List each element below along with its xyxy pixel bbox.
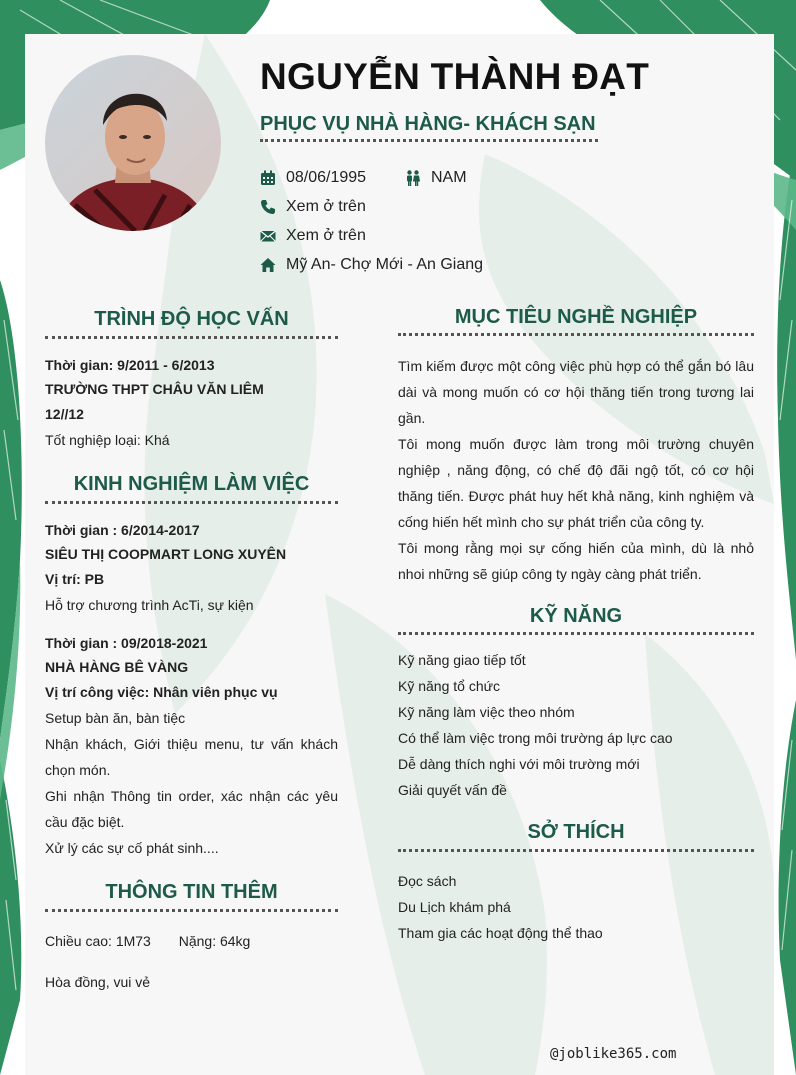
skill-item: Kỹ năng làm việc theo nhóm <box>398 704 575 720</box>
dob-row <box>260 169 366 187</box>
avatar <box>45 55 221 231</box>
hobby-item: Đọc sách <box>398 873 457 889</box>
height-value: Chiều cao: 1M73 <box>45 933 151 949</box>
people-icon <box>405 170 421 186</box>
personality-value: Hòa đồng, vui vẻ <box>45 974 151 990</box>
phone-value: Xem ở trên <box>286 198 366 215</box>
education-time: Thời gian: 9/2011 - 6/2013 <box>45 357 215 373</box>
skill-item: Có thể làm việc trong môi trường áp lực cao <box>398 730 673 746</box>
email-value: Xem ở trên <box>286 227 366 244</box>
email-row <box>260 227 366 245</box>
job-duty: Xử lý các sự cố phát sinh.... <box>45 840 219 856</box>
objective-paragraph: Tìm kiếm được một công việc phù hợp có thể gắn bó lâu dài và mong muốn có cơ hội thăng tiến trong tương lai gần. <box>398 358 754 426</box>
job-company: SIÊU THỊ COOPMART LONG XUYÊN <box>45 546 287 562</box>
avatar-portrait <box>45 55 221 231</box>
skill-item: Dễ dàng thích nghi với môi trường mới <box>398 756 640 772</box>
skills-list <box>398 647 754 803</box>
objective-section <box>398 353 754 587</box>
job-duty: Ghi nhận Thông tin order, xác nhận các yêu cầu đặc biệt. <box>45 788 338 830</box>
skill-item: Kỹ năng tổ chức <box>398 678 500 694</box>
education-divider <box>45 336 338 339</box>
job-time: Thời gian : 6/2014-2017 <box>45 522 200 538</box>
body-measurements <box>45 928 338 954</box>
experience-divider <box>45 501 338 504</box>
job-duty: Hỗ trợ chương trình AcTi, sự kiện <box>45 597 254 613</box>
extra-info-section <box>45 928 338 995</box>
objective-divider <box>398 333 754 336</box>
job-duty: Setup bàn ăn, bàn tiệc <box>45 710 186 726</box>
hobbies-list <box>398 868 754 946</box>
dob-value: 08/06/1995 <box>286 169 367 186</box>
skills-title: KỸ NĂNG <box>529 605 623 627</box>
experience-title: KINH NGHIỆM LÀM VIỆC <box>73 473 310 495</box>
experience-job-1 <box>45 518 338 618</box>
address-value: Mỹ An- Chợ Mới - An Giang <box>286 256 484 273</box>
extra-info-title: THÔNG TIN THÊM <box>105 881 278 903</box>
candidate-name: NGUYỄN THÀNH ĐẠT <box>260 56 650 97</box>
address-row <box>260 256 483 274</box>
job-time: Thời gian : 09/2018-2021 <box>45 635 208 651</box>
hobbies-title: SỞ THÍCH <box>527 821 625 843</box>
hobbies-divider <box>398 849 754 852</box>
hobby-item: Du Lịch khám phá <box>398 899 511 915</box>
experience-job-2 <box>45 631 338 861</box>
weight-value: Nặng: 64kg <box>178 933 251 949</box>
skill-item: Giải quyết vấn đề <box>398 782 507 798</box>
objective-title: MỤC TIÊU NGHỀ NGHIỆP <box>454 306 698 328</box>
objective-paragraph: Tôi mong rằng mọi sự cống hiến của mình, dù là nhỏ nhoi những sẽ giúp công ty ngày càng phát triển. <box>398 540 754 582</box>
job-position: Vị trí: PB <box>45 571 105 587</box>
skill-item: Kỹ năng giao tiếp tốt <box>398 652 526 668</box>
gender-row <box>405 169 467 187</box>
job-duty: Nhận khách, Giới thiệu menu, tư vấn khách chọn món. <box>45 736 338 778</box>
job-position: Vị trí công việc: Nhân viên phục vụ <box>45 684 278 700</box>
skills-divider <box>398 632 754 635</box>
education-title: TRÌNH ĐỘ HỌC VẤN <box>94 308 289 330</box>
job-company: NHÀ HÀNG BÊ VÀNG <box>45 659 189 675</box>
education-school: TRƯỜNG THPT CHÂU VĂN LIÊM <box>45 381 264 397</box>
gender-value: NAM <box>431 169 467 186</box>
education-section <box>45 353 338 453</box>
phone-icon <box>260 199 276 215</box>
site-watermark: @joblike365.com <box>550 1046 677 1062</box>
home-icon <box>260 257 276 273</box>
education-grade: 12//12 <box>45 406 84 422</box>
role-divider <box>260 139 598 142</box>
extra-info-divider <box>45 909 338 912</box>
envelope-icon <box>260 228 276 244</box>
hobby-item: Tham gia các hoạt động thể thao <box>398 925 603 941</box>
calendar-icon <box>260 170 276 186</box>
education-result: Tốt nghiệp loại: Khá <box>45 432 170 448</box>
objective-paragraph: Tôi mong muốn được làm trong môi trường chuyên nghiệp , năng động, có chế độ đãi ngộ tốt, có cơ hội thăng tiến. Được phát huy hết khả năng, kinh nghiệm và cống hiến hết mình cho sự phát triển của công ty. <box>398 436 754 530</box>
desired-role: PHỤC VỤ NHÀ HÀNG- KHÁCH SẠN <box>260 113 596 135</box>
phone-row <box>260 198 366 216</box>
